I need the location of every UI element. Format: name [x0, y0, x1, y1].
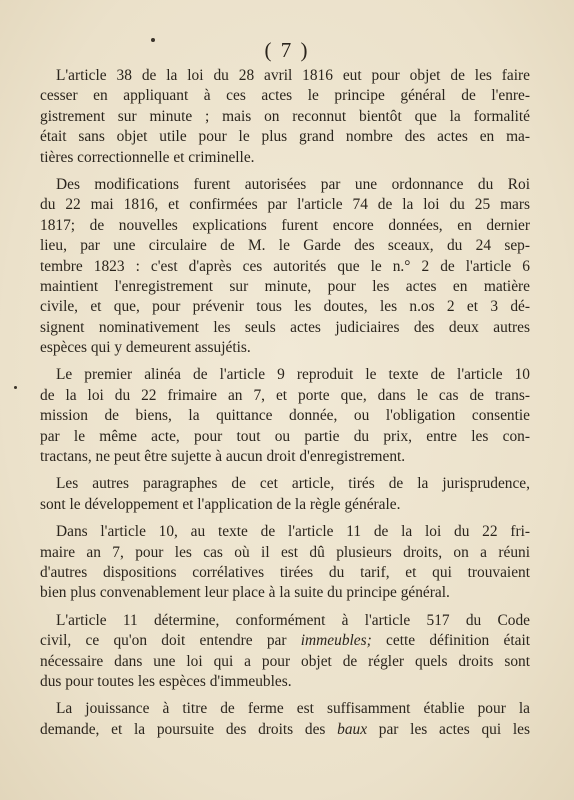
text-segment: Le premier alinéa de l'article 9 reproduit le texte de l'article 10: [56, 366, 530, 384]
paragraph: [40, 611, 530, 693]
text-segment: maintient l'enregistrement sur minute, pour les actes en matière: [40, 277, 530, 295]
text-segment: cesser en appliquant à ces actes le principe général de l'enre-: [40, 87, 530, 105]
text-segment: L'article 38 de la loi du 28 avril 1816 eut pour objet de les faire: [56, 67, 530, 84]
text-segment: signent nominativement les seuls actes judiciaires des deux autres: [40, 318, 530, 336]
text-line: [40, 216, 530, 236]
text-segment: Des modifications furent autorisées par une ordonnance du Roi: [56, 175, 530, 193]
text-segment: tractans, ne peut être sujette à aucun droit d'enregistrement.: [40, 448, 406, 466]
text-line: [40, 148, 530, 168]
text-line: [40, 277, 530, 297]
text-line: [40, 236, 530, 256]
text-line: [40, 195, 530, 215]
text-line: [40, 86, 530, 106]
text-line: [40, 365, 530, 385]
text-segment: du 22 mai 1816, et confirmées par l'article 74 de la loi du 25 mars: [40, 196, 530, 214]
text-line: [40, 297, 530, 317]
text-segment: par le même acte, pour tout ou partie du prix, entre les con-: [40, 427, 530, 445]
paragraph: [40, 175, 530, 359]
text-segment: dus pour toutes les espèces d'immeubles.: [40, 672, 292, 690]
text-line: [40, 631, 530, 651]
text-segment: tières correctionnelle et criminelle.: [40, 148, 255, 166]
text-segment: bien plus convenablement leur place à la suite du principe général.: [40, 584, 450, 602]
text-segment: gistrement sur minute ; mais on reconnut bientôt que la formalité: [40, 107, 530, 125]
paragraph: [40, 66, 530, 168]
text-line: [40, 175, 530, 195]
text-segment: était sans objet utile pour le plus grand nombre des actes en ma-: [40, 128, 530, 146]
page-number: ( 7 ): [264, 38, 310, 62]
text-segment: Les autres paragraphes de cet article, tirés de la jurisprudence,: [56, 475, 530, 493]
text-segment: nécessaire dans une loi qui a pour objet de régler quels droits sont: [40, 652, 530, 670]
text-line: [40, 66, 530, 86]
text-line: [40, 699, 530, 719]
paragraph: [40, 474, 530, 515]
text-segment: par les actes qui les: [367, 720, 530, 738]
text-segment: demande, et la poursuite des droits des: [40, 720, 338, 738]
text-line: [40, 406, 530, 426]
ink-speck: [14, 386, 17, 389]
text-line: [40, 427, 530, 447]
text-line: [40, 522, 530, 542]
paragraph: [40, 699, 530, 740]
text-segment: Dans l'article 10, au texte de l'article 11 de la loi du 22 fri-: [56, 523, 530, 541]
text-segment: lieu, par une circulaire de M. le Garde des sceaux, du 24 sep-: [40, 237, 530, 255]
text-segment: espèces qui y demeurent assujétis.: [40, 339, 251, 357]
text-line: [40, 611, 530, 631]
text-line: [40, 127, 530, 147]
text-line: [40, 583, 530, 603]
text-segment: d'autres dispositions corrélatives tirées du tarif, et qui trouvaient: [40, 563, 530, 581]
text-line: [40, 652, 530, 672]
text-segment: maire an 7, pour les cas où il est dû plusieurs droits, on a réuni: [40, 543, 530, 561]
text-line: [40, 107, 530, 127]
text-line: [40, 495, 530, 515]
text-segment: cette définition était: [371, 632, 530, 650]
body-text: [40, 66, 530, 747]
text-segment: civile, et que, pour prévenir tous les doutes, les n.os 2 et 3 dé-: [40, 298, 530, 316]
text-segment: 1817; de nouvelles explications furent encore données, en dernier: [40, 216, 530, 234]
text-segment: La jouissance à titre de ferme est suffisamment établie pour la: [56, 700, 530, 718]
text-line: [40, 672, 530, 692]
text-segment: civil, ce qu'on doit entendre par: [40, 632, 301, 650]
text-line: [40, 474, 530, 494]
text-line: [40, 563, 530, 583]
text-segment: de la loi du 22 frimaire an 7, et porte que, dans le cas de trans-: [40, 386, 530, 404]
text-line: [40, 318, 530, 338]
text-segment: sont le développement et l'application de la règle générale.: [40, 495, 401, 513]
text-line: [40, 447, 530, 467]
italic-text: baux: [337, 720, 368, 738]
text-line: [40, 720, 530, 740]
paragraph: [40, 522, 530, 604]
text-line: [40, 338, 530, 358]
text-segment: tembre 1823 : c'est d'après ces autorités que le n.° 2 de l'article 6: [40, 257, 530, 275]
text-segment: mission de biens, la quittance donnée, ou l'obligation consentie: [40, 407, 530, 425]
text-line: [40, 543, 530, 563]
text-line: [40, 386, 530, 406]
text-line: [40, 257, 530, 277]
text-segment: L'article 11 détermine, conformément à l'article 517 du Code: [56, 611, 530, 629]
italic-text: immeubles;: [300, 632, 372, 650]
paragraph: [40, 365, 530, 467]
